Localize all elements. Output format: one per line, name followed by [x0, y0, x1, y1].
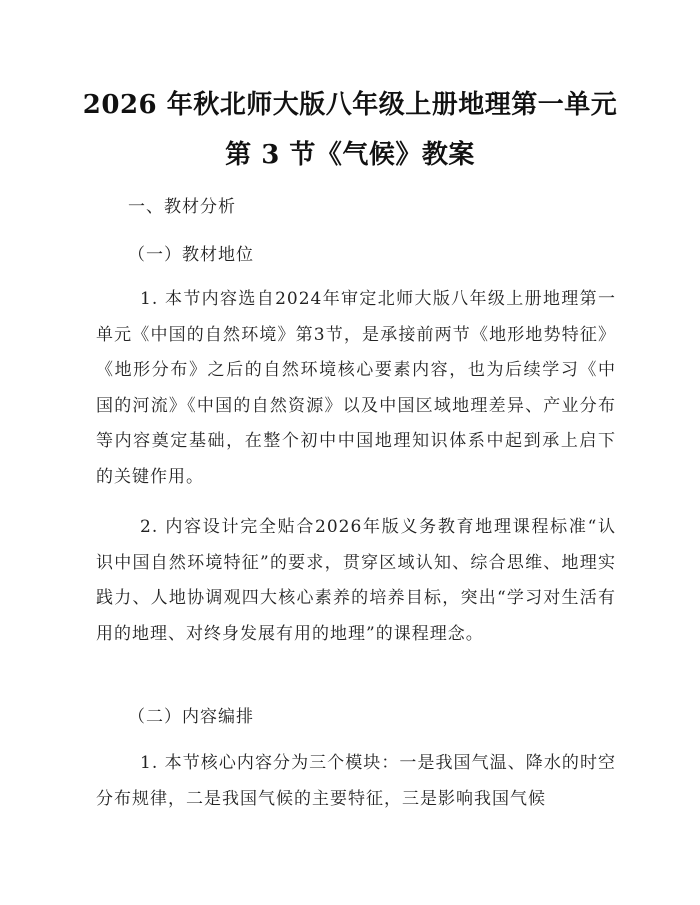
subsection-heading-content-arrangement: （二）内容编排 — [128, 707, 254, 727]
document-title-line-2: 第 3 节《气候》教案 — [225, 140, 475, 170]
paragraph-2: 2. 内容设计完全贴合2026年版义务教育地理课程标准“认识中国自然环境特征”的要求，贯穿区域认知、综合思维、地理实践力、人地协调观四大核心素养的培养目标，突出“学习对生活有用的地理、对终身发展有用的地理”的课程理念。 — [96, 517, 616, 644]
subsection-heading-textbook-position: （一）教材地位 — [128, 245, 254, 265]
paragraph-3: 1. 本节核心内容分为三个模块：一是我国气温、降水的时空分布规律，二是我国气候的主要特征，三是影响我国气候 — [96, 753, 616, 809]
section-heading-textbook-analysis: 一、教材分析 — [128, 197, 236, 217]
document-title-line-1: 2026 年秋北师大版八年级上册地理第一单元 — [82, 90, 618, 120]
paragraph-1: 1. 本节内容选自2024年审定北师大版八年级上册地理第一单元《中国的自然环境》第3节，是承接前两节《地形地势特征》《地形分布》之后的自然环境核心要素内容，也为后续学习《中国的河流》《中国的自然资源》以及中国区域地理差异、产业分布等内容奠定基础，在整个初中中国地理知识体系中起到承上启下的关键作用。 — [96, 289, 616, 487]
